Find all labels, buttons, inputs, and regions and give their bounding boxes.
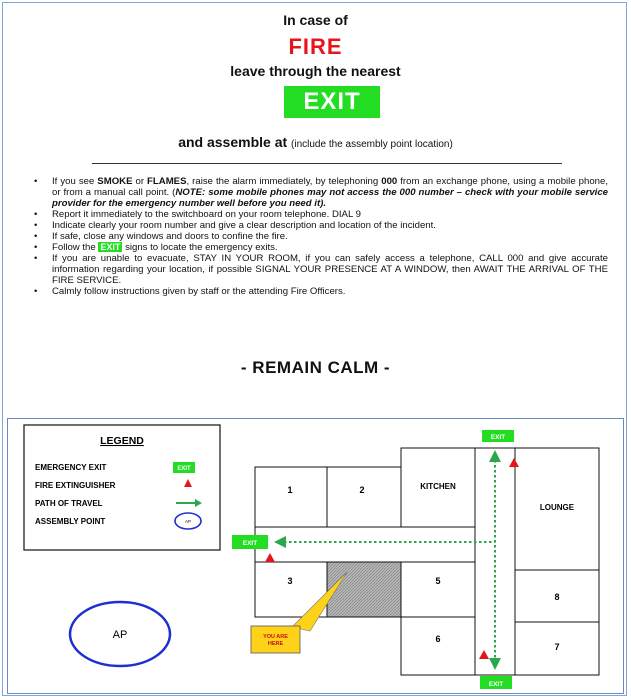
kitchen-label: KITCHEN	[420, 482, 456, 491]
assembly-point-label: AP	[112, 629, 128, 641]
you-are-here-line: HERE	[267, 641, 284, 647]
legend-ap-label: AP	[184, 519, 192, 524]
room-6-label: 6	[435, 634, 441, 644]
instruction-text: , raise the alarm immediately, by telephoning	[186, 176, 382, 187]
exit-left-label: EXIT	[242, 540, 258, 547]
instruction-note-text: some mobile phones may not access the 000 number – check with your mobile service provider for the emergency number well before you need it).	[52, 187, 608, 209]
instruction-text: Follow the	[52, 242, 99, 253]
room-2-label: 2	[359, 485, 365, 495]
assemble-text: and assemble at	[178, 134, 288, 150]
you-are-here-line: YOU ARE	[263, 634, 288, 640]
room-current-hatched	[327, 562, 401, 617]
legend-emergency-exit: EMERGENCY EXIT	[35, 463, 107, 472]
legend-assembly-point: ASSEMBLY POINT	[35, 517, 106, 526]
room-1	[255, 467, 327, 527]
legend	[24, 425, 220, 550]
exit-top-label: EXIT	[490, 434, 506, 441]
exit-sign-large: EXIT	[284, 86, 380, 118]
legend-title: LEGEND	[100, 435, 144, 447]
instruction-item-3: • Indicate clearly your room number and give a clear description and location of the incident.	[28, 220, 608, 231]
heading-leave-through: leave through the nearest	[230, 63, 401, 79]
room-3-label: 3	[287, 576, 293, 586]
legend-exit-label: EXIT	[177, 466, 191, 472]
room-6	[401, 617, 475, 675]
heading-fire: FIRE	[288, 34, 343, 59]
instruction-smoke: SMOKE	[97, 176, 133, 187]
instruction-text: signs to locate the emergency exits.	[122, 242, 278, 253]
room-8-label: 8	[554, 592, 560, 602]
room-5	[401, 562, 475, 617]
legend-path-of-travel: PATH OF TRAVEL	[35, 499, 103, 508]
room-5-label: 5	[435, 576, 441, 586]
instruction-item-6: • If you are unable to evacuate, STAY IN YOUR ROOM, if you can safely access a telephone, CALL 000 and give accurate information regarding your location, if possible SIGNAL YOUR PRESENCE AT A WINDOW, then AWAIT THE ARRIVAL OF THE FIRE SERVICE.	[28, 253, 608, 286]
lounge-label: LOUNGE	[539, 503, 575, 512]
room-2	[327, 467, 401, 527]
instruction-item-4: • If safe, close any windows and doors to confine the fire.	[28, 231, 608, 242]
room-1-label: 1	[287, 485, 293, 495]
instruction-text: or	[132, 176, 148, 187]
instruction-note-label: NOTE:	[175, 187, 206, 198]
room-7-label: 7	[554, 642, 560, 652]
instruction-text: If you see	[52, 176, 98, 187]
instruction-item-2: • Report it immediately to the switchboard on your room telephone. DIAL 9	[28, 209, 608, 220]
assemble-note: (include the assembly point location)	[291, 139, 453, 150]
instruction-item-7: • Calmly follow instructions given by staff or the attending Fire Officers.	[28, 286, 608, 297]
heading-in-case-of: In case of	[283, 12, 348, 28]
remain-calm: - REMAIN CALM -	[240, 358, 391, 377]
corridor-horizontal	[255, 527, 475, 562]
instruction-000: 000	[381, 176, 398, 187]
instruction-flames: FLAMES	[147, 176, 187, 187]
exit-sign-inline: EXIT	[100, 242, 121, 252]
exit-bottom-label: EXIT	[488, 681, 504, 688]
instruction-text: from an exchange phone, using a mobile phone, or from a manual call point. (	[52, 176, 609, 198]
legend-fire-extinguisher: FIRE EXTINGUISHER	[35, 481, 116, 490]
